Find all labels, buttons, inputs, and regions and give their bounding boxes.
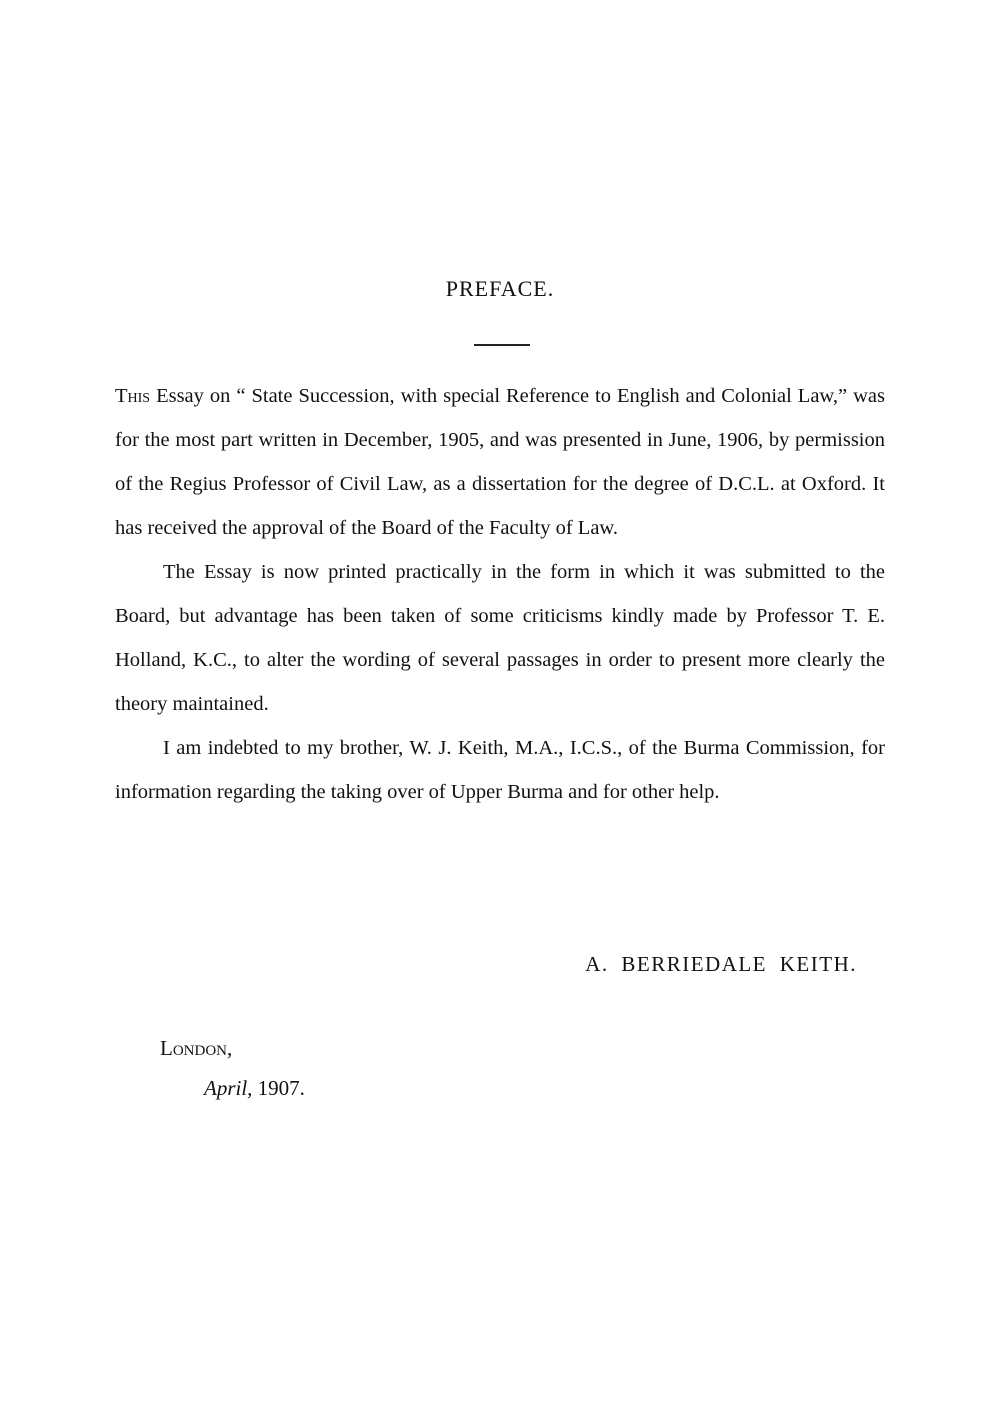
date-month: April,: [204, 1076, 253, 1100]
date-line: [204, 1076, 305, 1101]
paragraph-1-lead: This: [115, 385, 151, 407]
author-signature: A. BERRIEDALE KEITH.: [585, 952, 857, 976]
paragraph-1: [115, 374, 885, 550]
date-year: 1907.: [257, 1076, 305, 1100]
preface-body: [115, 374, 885, 814]
title-rule: [474, 344, 530, 346]
page-title: PREFACE.: [445, 276, 555, 301]
paragraph-3: I am indebted to my brother, W. J. Keith, M.A., I.C.S., of the Burma Commission, for information regarding the taking over of Upper Burma and for other help.: [115, 737, 885, 803]
paragraph-2: The Essay is now printed practically in the form in which it was submitted to the Board, but advantage has been taken of some criticisms kindly made by Professor T. E. Holland, K.C., to alter the wording of several passages in order to present more clearly the theory maintained.: [115, 561, 885, 715]
place-line: London,: [160, 1036, 233, 1060]
paragraph-1-text: Essay on “ State Succession, with special Reference to English and Colonial Law,” was for the most part written in December, 1905, and was presented in June, 1906, by permission of the Regius Professor of Civil Law, as a dissertation for the degree of D.C.L. at Oxford. It has received the approval of the Board of the Faculty of Law.: [115, 385, 885, 539]
